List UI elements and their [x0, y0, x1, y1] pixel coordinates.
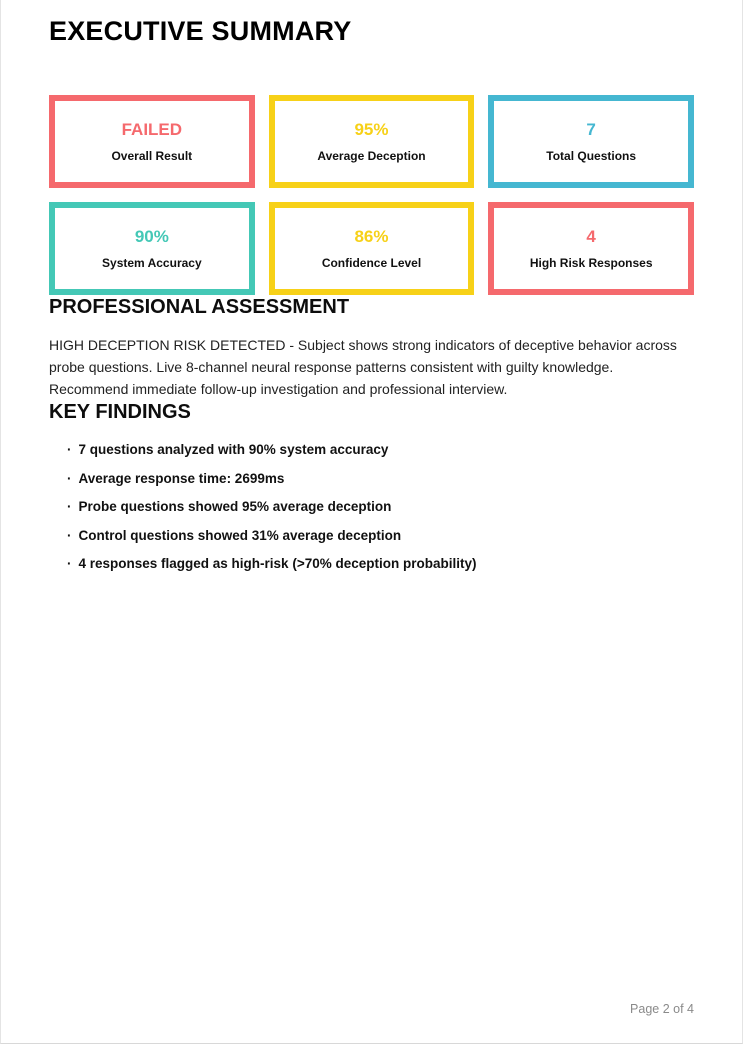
stat-card-label: System Accuracy — [102, 256, 202, 270]
stat-card-label: Confidence Level — [321, 256, 422, 270]
page-title: EXECUTIVE SUMMARY — [49, 16, 352, 46]
finding-item — [67, 442, 694, 458]
key-findings-list — [49, 442, 694, 572]
report-content — [1, 14, 742, 572]
stat-card — [269, 95, 475, 188]
summary-cards-grid — [49, 95, 694, 295]
stat-card-label: High Risk Responses — [529, 256, 653, 270]
finding-item-text: 7 questions analyzed with 90% system accuracy — [78, 442, 389, 457]
bullet-dot: · — [67, 470, 72, 486]
stat-card-label: Total Questions — [546, 149, 637, 163]
finding-item-text: Average response time: 2699ms — [78, 470, 285, 486]
stat-card — [488, 95, 694, 188]
stat-card — [488, 202, 694, 295]
finding-item-text: Control questions showed 31% average deception — [78, 527, 402, 543]
stat-card-value: 86% — [354, 227, 389, 246]
assessment-paragraph: HIGH DECEPTION RISK DETECTED - Subject shows strong indicators of deceptive behavior across probe questions. Live 8-channel neural response patterns consistent with guilty knowledge. Recommend immediate follow-up investigation and professional interview. — [49, 337, 677, 397]
finding-item — [67, 499, 694, 515]
assessment-section-heading: PROFESSIONAL ASSESSMENT — [49, 296, 350, 318]
stat-card-label: Overall Result — [111, 149, 193, 163]
key-findings-section-heading: KEY FINDINGS — [49, 401, 191, 423]
finding-item-text: Probe questions showed 95% average deception — [78, 499, 392, 514]
stat-card-value: 7 — [586, 120, 596, 139]
stat-card — [49, 95, 255, 188]
stat-card — [269, 202, 475, 295]
bullet-dot: · — [67, 556, 72, 571]
stat-card-label: Average Deception — [317, 149, 426, 163]
bullet-dot: · — [67, 499, 72, 514]
finding-item — [67, 471, 694, 487]
finding-item — [67, 528, 694, 544]
stat-card — [49, 202, 255, 295]
page-number: Page 2 of 4 — [630, 1002, 694, 1016]
stat-card-value: 4 — [586, 227, 596, 246]
bullet-dot: · — [67, 527, 72, 543]
finding-item — [67, 556, 694, 572]
stat-card-value: 95% — [354, 120, 389, 139]
bullet-dot: · — [67, 442, 72, 457]
stat-card-value: 90% — [134, 227, 169, 246]
finding-item-text: 4 responses flagged as high-risk (>70% deception probability) — [78, 556, 477, 571]
stat-card-value: FAILED — [121, 120, 183, 139]
